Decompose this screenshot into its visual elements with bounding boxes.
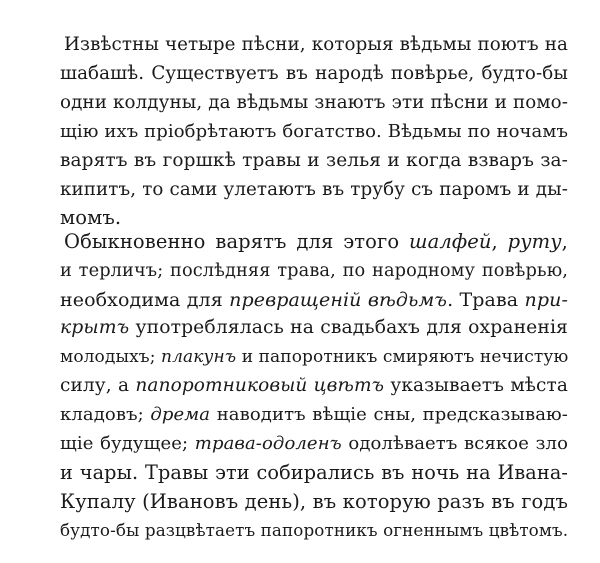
italic-term: папоротниковый цвѣтъ [135, 375, 385, 396]
text-segment: указываетъ мѣста [384, 375, 568, 396]
text-line [60, 343, 568, 371]
text-segment: будто-бы разцвѣтаетъ папоротникъ огненнымъ цвѣтомъ. [60, 520, 569, 540]
text-line [60, 176, 568, 204]
text-segment: употреблялась на свадьбахъ для охраненія [129, 317, 568, 338]
italic-term: трава-одоленъ [194, 433, 342, 454]
text-line [60, 516, 568, 544]
text-segment: щію ихъ пріобрѣтаютъ богатство. Вѣдьмы по ночамъ [60, 121, 568, 142]
text-segment: и папоротникъ смиряютъ нечистую [236, 347, 569, 367]
italic-term: руту [507, 230, 562, 253]
text-line [60, 89, 568, 117]
text-segment: одни колдуны, да вѣдьмы знаютъ эти пѣсни и помо- [60, 92, 568, 113]
text-segment: Обыкновенно варятъ для этого [64, 230, 410, 253]
text-line [60, 401, 568, 429]
text-line [60, 60, 568, 88]
text-line [60, 286, 568, 314]
text-segment: молодыхъ; [60, 347, 162, 367]
text-segment: наводитъ вѣщіе сны, предсказываю- [210, 404, 568, 425]
text-line [64, 228, 568, 256]
text-segment: одолѣваетъ всякое зло [341, 433, 568, 454]
text-line [60, 314, 568, 342]
text-segment: щіе будущее; [60, 433, 195, 454]
text-line [60, 257, 568, 285]
italic-term: плакунъ [161, 347, 237, 367]
italic-term: крытъ [60, 317, 130, 338]
text-line [60, 488, 568, 516]
text-segment: , [491, 230, 508, 253]
text-segment: Купалу (Ивановъ день), въ которую разъ въ годъ [60, 490, 568, 513]
text-segment: Извѣстны четыре пѣсни, которыя вѣдьмы поютъ на [64, 34, 568, 55]
text-line [60, 147, 568, 175]
italic-term: превращеній вѣдьмъ [229, 289, 448, 311]
text-segment: шабашѣ. Существуетъ въ народѣ повѣрье, будто-бы [60, 63, 568, 84]
text-segment: момъ. [60, 206, 122, 229]
text-segment: , [561, 230, 568, 253]
text-line [60, 459, 568, 487]
text-segment: и чары. Травы эти собирались въ ночь на Ивана- [60, 461, 568, 484]
text-segment: кипитъ, то сами улетаютъ въ трубу съ паромъ и ды- [60, 179, 568, 200]
text-segment: варятъ въ горшкѣ травы и зелья и когда взваръ за- [60, 150, 568, 171]
text-line [60, 372, 568, 400]
text-segment: . Трава [447, 289, 525, 311]
text-segment: необходима для [60, 289, 230, 311]
text-segment: кладовъ; [60, 404, 151, 425]
text-line [64, 31, 568, 59]
text-line [60, 118, 568, 146]
text-line [60, 430, 568, 458]
italic-term: шалфей [409, 230, 492, 253]
italic-term: дрема [150, 404, 211, 425]
text-segment: и терличъ; послѣдняя трава, по народному повѣрью, [60, 261, 568, 281]
italic-term: при- [524, 289, 569, 311]
text-segment: силу, а [60, 375, 136, 396]
